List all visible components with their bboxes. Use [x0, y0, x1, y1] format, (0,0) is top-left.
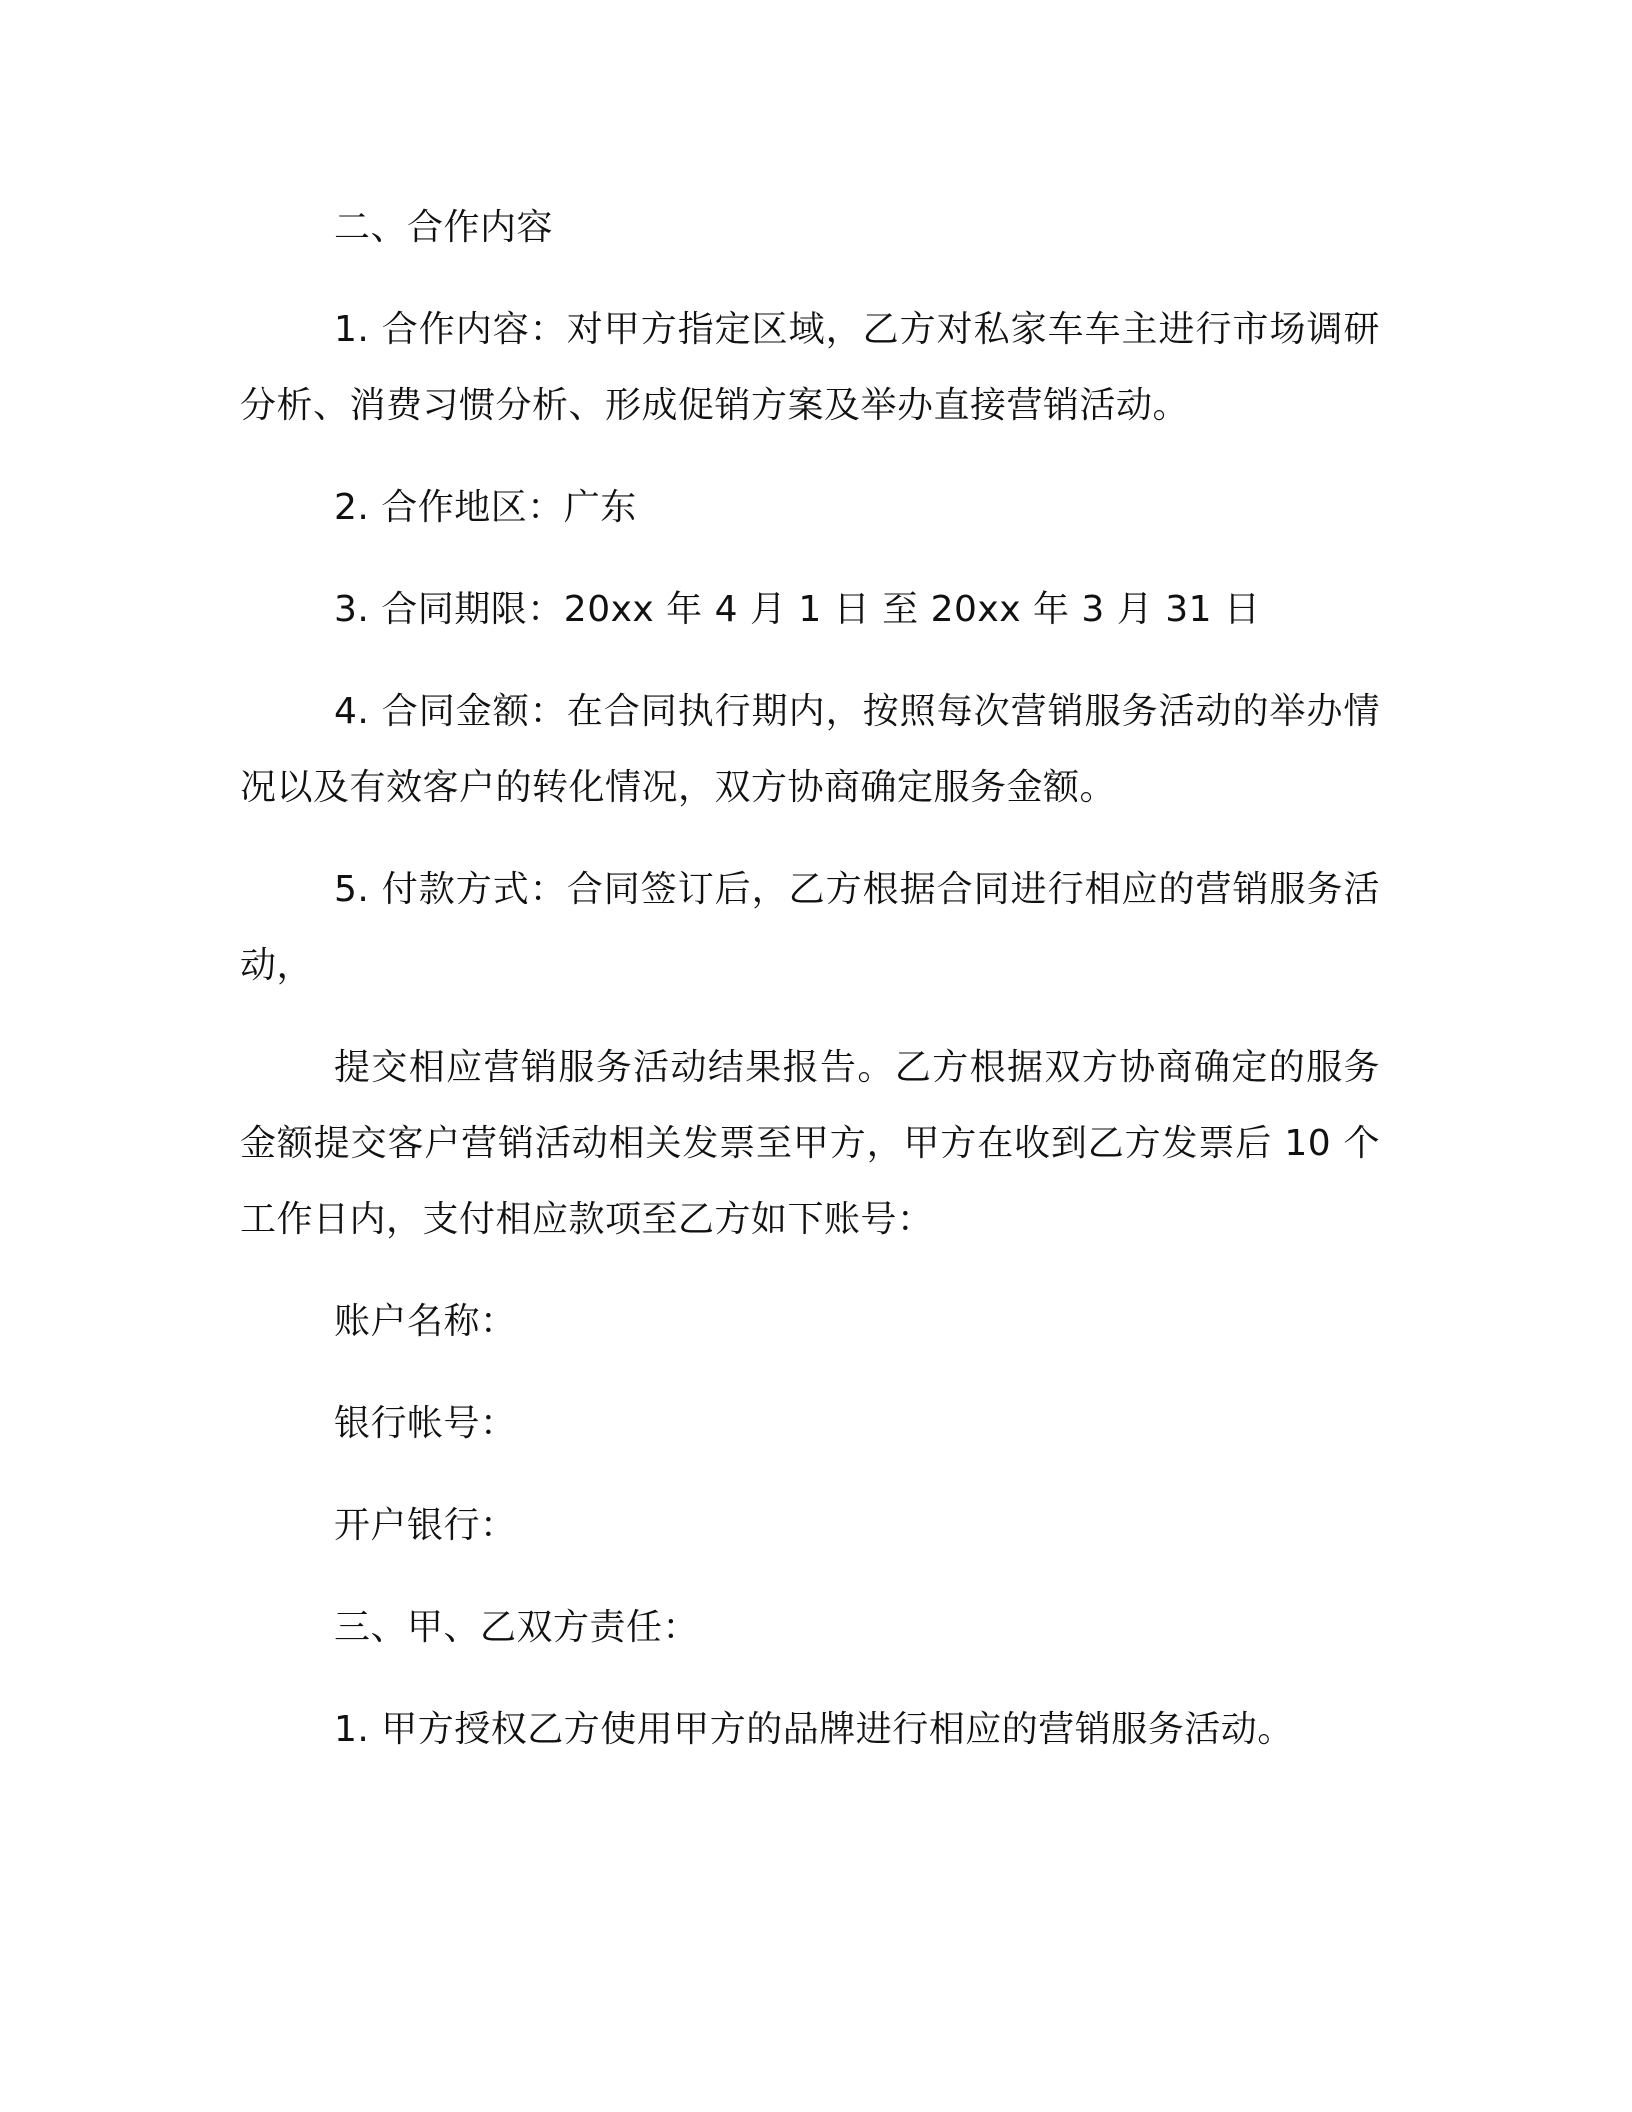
clause-payment-method: 5. 付款方式：合同签订后，乙方根据合同进行相应的营销服务活动， [240, 869, 1380, 986]
opening-bank-line: 开户银行： [334, 1505, 517, 1546]
account-name-line: 账户名称： [334, 1301, 517, 1342]
clause-contract-amount: 4. 合同金额：在合同执行期内，按照每次营销服务活动的举办情况以及有效客户的转化情况，双方协商确定服务金额。 [240, 691, 1380, 808]
document-body [240, 190, 1380, 1794]
clause-contract-term: 3. 合同期限：20xx 年 4 月 1 日 至 20xx 年 3 月 31 日 [334, 589, 1261, 630]
bank-account-line: 银行帐号： [334, 1403, 517, 1444]
clause-brand-authorization: 1. 甲方授权乙方使用甲方的品牌进行相应的营销服务活动。 [334, 1709, 1294, 1750]
section-heading-cooperation: 二、合作内容 [334, 207, 554, 248]
clause-cooperation-content: 1. 合作内容：对甲方指定区域，乙方对私家车车主进行市场调研分析、消费习惯分析、形成促销方案及举办直接营销活动。 [240, 309, 1380, 426]
clause-cooperation-region: 2. 合作地区：广东 [334, 487, 637, 528]
clause-payment-details: 提交相应营销服务活动结果报告。乙方根据双方协商确定的服务金额提交客户营销活动相关发票至甲方，甲方在收到乙方发票后 10 个工作日内，支付相应款项至乙方如下账号： [240, 1047, 1380, 1240]
section-heading-responsibilities: 三、甲、乙双方责任： [334, 1607, 700, 1648]
